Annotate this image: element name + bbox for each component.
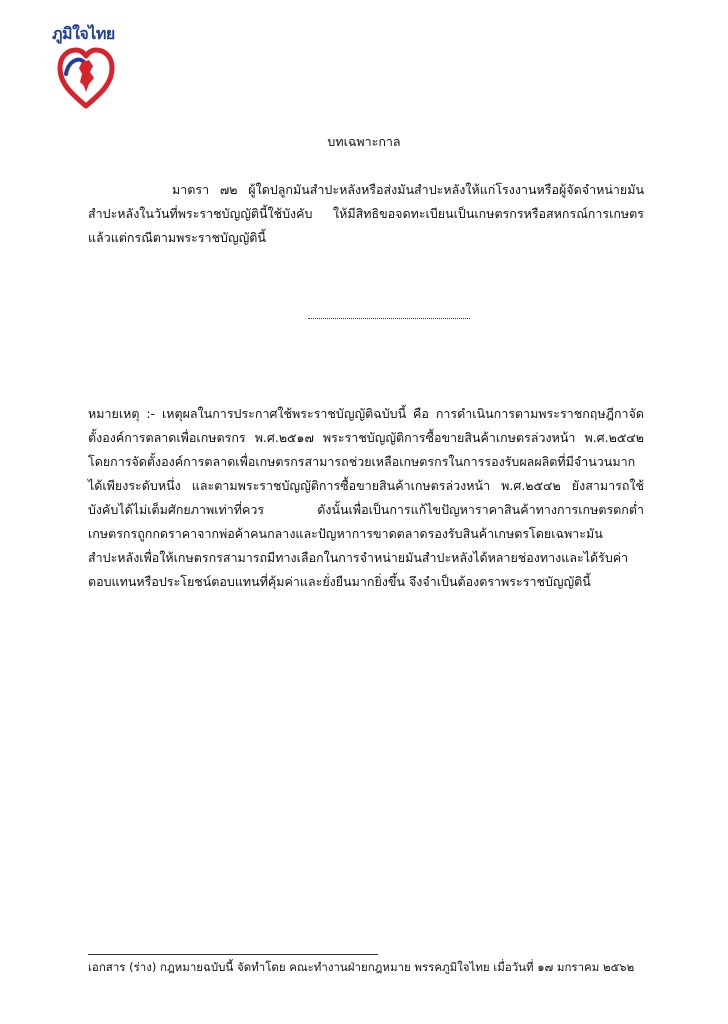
footnote-rule (88, 954, 378, 955)
dotted-separator (308, 318, 470, 319)
footnote-text: เอกสาร (ร่าง) กฎหมายฉบับนี้ จัดทำโดย คณะทำงานฝ่ายกฎหมาย พรรคภูมิใจไทย เมื่อวันที่ ๑๗ มกราคม ๒๕๖๒ (88, 960, 635, 974)
heart-thailand-map-icon (56, 44, 116, 110)
remark-text: หมายเหตุ :- เหตุผลในการประกาศใช้พระราชบัญญัติฉบับนี้ คือ การดำเนินการตามพระราชกฤษฎีกาจัดตั้งองค์การตลาดเพื่อเกษตรกร พ.ศ.๒๕๑๗ พระราชบัญญัติการซื้อขายสินค้าเกษตรล่วงหน้า พ.ศ.๒๕๔๒ โดยการจัดตั้งองค์การตลาดเพื่อเกษตรกรสามารถช่วยเหลือเกษตรกรในการรองรับผลผลิตที่มีจำนวนมากได้เพียงระดับหนึ่ง และตามพระราชบัญญัติการซื้อขายสินค้าเกษตรล่วงหน้า พ.ศ.๒๕๔๒ ยังสามารถใช้บังคับได้ไม่เต็มศักยภาพเท่าที่ควร ดังนั้นเพื่อเป็นการแก้ไขปัญหาราคาสินค้าทางการเกษตรตกต่ำ เกษตรกรถูกกดราคาจากพ่อค้าคนกลางและปัญหาการขาดตลาดรองรับสินค้าเกษตรโดยเฉพาะมันสำปะหลังเพื่อให้เกษตรกรสามารถมีทางเลือกในการจำหน่ายมันสำปะหลังได้หลายช่องทางและได้รับค่าตอบแทนหรือประโยชน์ตอบแทนที่คุ้มค่าและยั่งยืนมากยิ่งขึ้น จึงจำเป็นต้องตราพระราชบัญญัตินี้ (88, 406, 644, 589)
section-title: บทเฉพาะกาล (327, 134, 401, 149)
party-logo-text: ภูมิใจไทย (52, 24, 115, 43)
article-72-text: มาตรา ๗๒ ผู้ใดปลูกมันสำปะหลังหรือส่งมันสำปะหลังให้แก่โรงงานหรือผู้จัดจำหน่ายมันสำปะหลังในวันที่พระราชบัญญัตินี้ใช้บังคับ ให้มีสิทธิขอจดทะเบียนเป็นเกษตรกรหรือสหกรณ์การเกษตรแล้วแต่กรณีตามพระราชบัญญัตินี้ (88, 182, 644, 245)
remark-paragraph (88, 402, 644, 594)
article-paragraph (88, 178, 644, 250)
party-logo (52, 22, 124, 114)
